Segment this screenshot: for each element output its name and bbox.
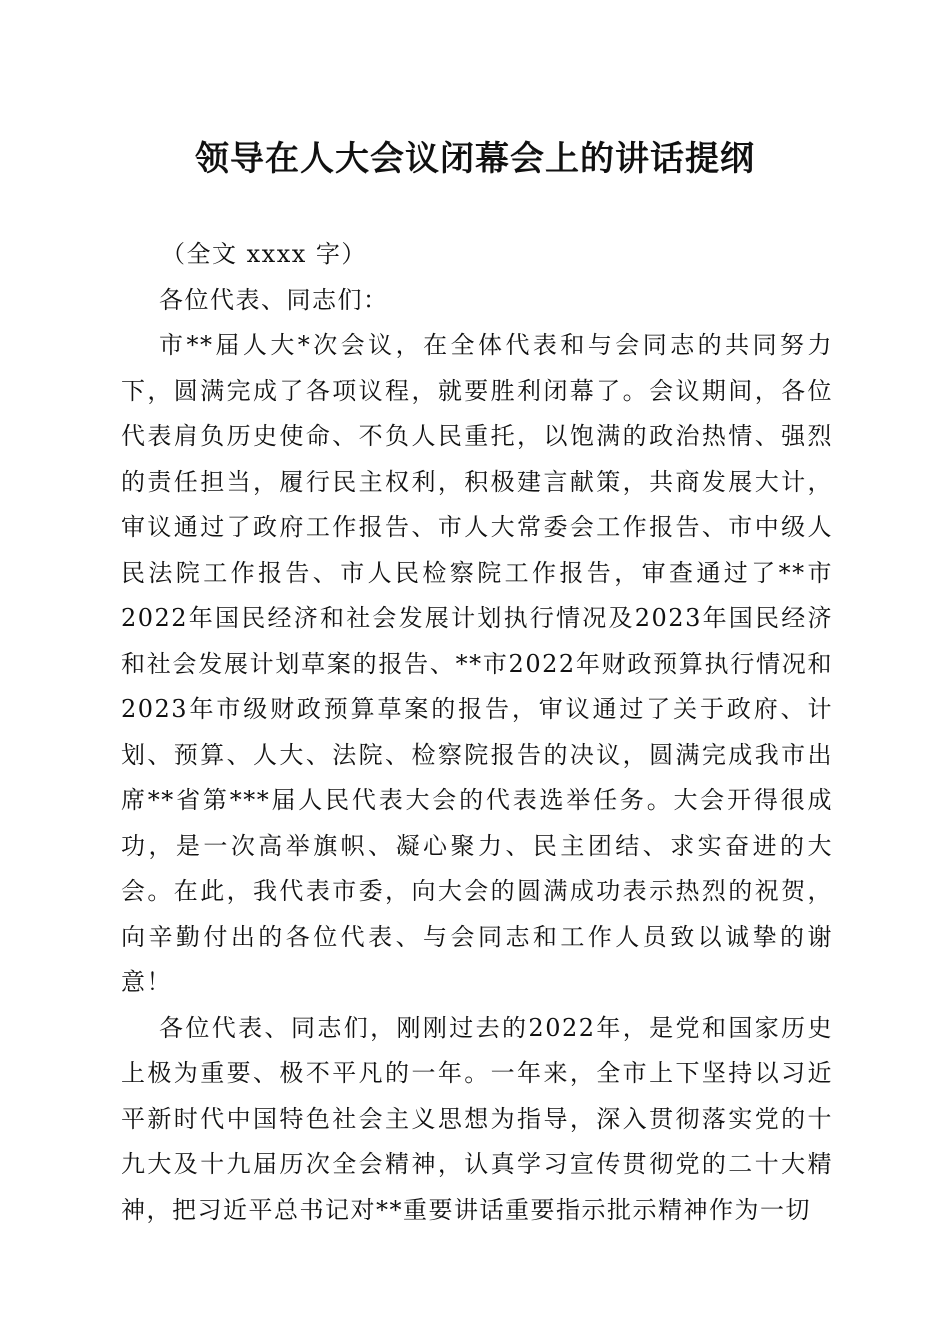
- document-title: 领导在人大会议闭幕会上的讲话提纲: [195, 139, 755, 179]
- salutation: 各位代表、同志们：: [159, 285, 389, 314]
- document-body: [121, 232, 833, 1233]
- word-count-note: （全文 xxxx 字）: [161, 240, 367, 268]
- paragraph-1: 市**届人大*次会议，在全体代表和与会同志的共同努力下，圆满完成了各项议程，就要胜利闭幕了。会议期间，各位代表肩负历史使命、不负人民重托，以饱满的政治热情、强烈的责任担当，履行民主权利，积极建言献策，共商发展大计，审议通过了政府工作报告、市人大常委会工作报告、市中级人民法院工作报告、市人民检察院工作报告，审查通过了**市2022年国民经济和社会发展计划执行情况及2023年国民经济和社会发展计划草案的报告、**市2022年财政预算执行情况和2023年市级财政预算草案的报告，审议通过了关于政府、计划、预算、人大、法院、检察院报告的决议，圆满完成我市出席**省第***届人民代表大会的代表选举任务。大会开得很成功，是一次高举旗帜、凝心聚力、民主团结、求实奋进的大会。在此，我代表市委，向大会的圆满成功表示热烈的祝贺，向辛勤付出的各位代表、与会同志和工作人员致以诚挚的谢意！: [121, 331, 833, 996]
- paragraph-2: 各位代表、同志们，刚刚过去的2022年，是党和国家历史上极为重要、极不平凡的一年。一年来，全市上下坚持以习近平新时代中国特色社会主义思想为指导，深入贯彻落实党的十九大及十九届历次全会精神，认真学习宣传贯彻党的二十大精神，把习近平总书记对**重要讲话重要指示批示精神作为一切: [121, 1013, 833, 1224]
